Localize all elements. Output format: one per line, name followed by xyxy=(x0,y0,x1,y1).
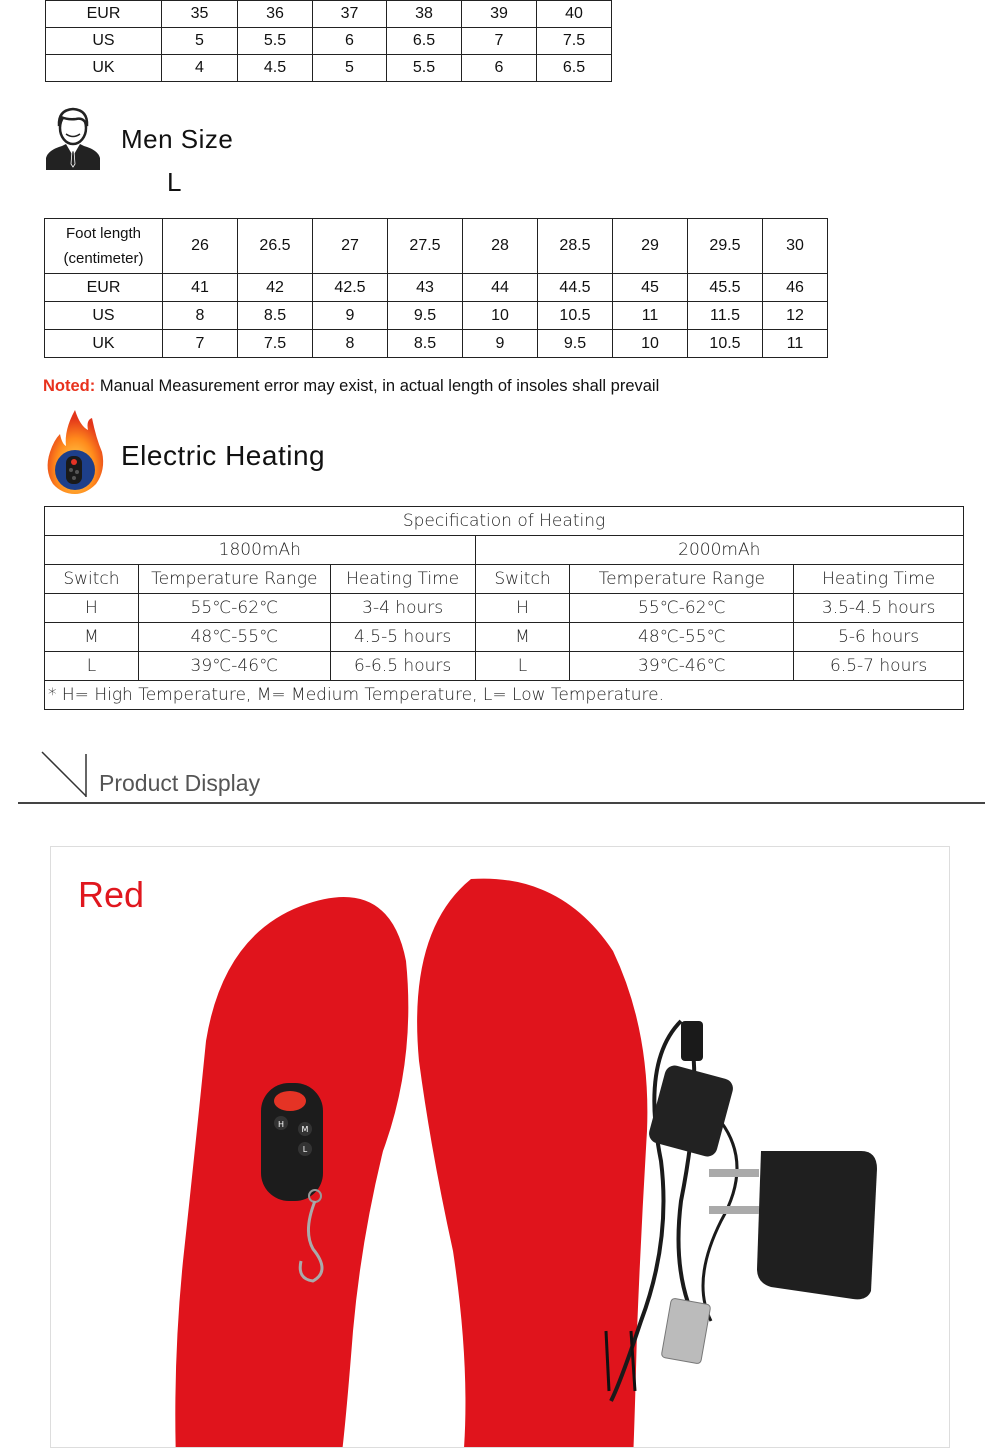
size-cell: 43 xyxy=(388,274,463,302)
product-display-title: Product Display xyxy=(99,770,261,796)
switch-cell: L xyxy=(475,652,570,681)
foot-length-cell: 30 xyxy=(763,219,828,274)
size-cell: 10.5 xyxy=(688,330,763,358)
size-cell: 45 xyxy=(613,274,688,302)
size-cell: 11 xyxy=(763,330,828,358)
size-cell: 46 xyxy=(763,274,828,302)
size-cell: 6 xyxy=(313,28,387,55)
size-cell: 8 xyxy=(163,302,238,330)
note-text: Manual Measurement error may exist, in actual length of insoles shall prevail xyxy=(95,377,660,395)
men-size-row-eur xyxy=(45,274,828,302)
size-cell: 9.5 xyxy=(538,330,613,358)
switch-cell: M xyxy=(475,623,570,652)
product-photo xyxy=(50,846,950,1448)
time-cell: 5-6 hours xyxy=(794,623,964,652)
section-divider xyxy=(18,802,985,804)
heating-row-h xyxy=(45,594,964,623)
foot-length-cell: 27.5 xyxy=(388,219,463,274)
note-label: Noted: xyxy=(43,377,96,395)
col-switch-a: Switch xyxy=(45,565,139,594)
size-cell: 44 xyxy=(463,274,538,302)
size-cell: 6 xyxy=(462,55,537,82)
col-switch-b: Switch xyxy=(475,565,570,594)
size-cell: 38 xyxy=(387,1,462,28)
temp-cell: 39℃-46℃ xyxy=(570,652,794,681)
size-row-us xyxy=(46,28,612,55)
size-cell: 10 xyxy=(613,330,688,358)
remote-button-m: M xyxy=(301,1125,309,1134)
size-cell: 10 xyxy=(463,302,538,330)
heating-spec-table xyxy=(44,506,964,710)
temp-cell: 39℃-46℃ xyxy=(138,652,330,681)
size-cell: 10.5 xyxy=(538,302,613,330)
size-cell: 40 xyxy=(537,1,612,28)
row-label-cell: UK xyxy=(45,330,163,358)
size-cell: 8.5 xyxy=(388,330,463,358)
size-cell: 41 xyxy=(163,274,238,302)
heating-table-title: Specification of Heating xyxy=(45,507,964,536)
row-label-cell: US xyxy=(45,302,163,330)
heating-remote-flame-icon xyxy=(44,408,106,494)
foot-length-header-line1: Foot length xyxy=(65,225,142,242)
size-cell: 4 xyxy=(162,55,238,82)
temp-cell: 55℃-62℃ xyxy=(570,594,794,623)
time-cell: 4.5-5 hours xyxy=(330,623,475,652)
size-cell: 37 xyxy=(313,1,387,28)
size-cell: 44.5 xyxy=(538,274,613,302)
foot-length-cell: 27 xyxy=(313,219,388,274)
size-cell: 7 xyxy=(462,28,537,55)
foot-length-cell: 29 xyxy=(613,219,688,274)
size-cell: 11.5 xyxy=(688,302,763,330)
foot-length-cell: 26.5 xyxy=(238,219,313,274)
size-cell: 7 xyxy=(163,330,238,358)
col-time-b: Heating Time xyxy=(794,565,964,594)
row-label-cell: EUR xyxy=(46,1,162,28)
size-cell: 6.5 xyxy=(387,28,462,55)
battery-1800-header: 1800mAh xyxy=(45,536,476,565)
remote-button-h: H xyxy=(277,1120,285,1129)
size-cell: 8.5 xyxy=(238,302,313,330)
size-cell: 45.5 xyxy=(688,274,763,302)
row-label-cell: US xyxy=(46,28,162,55)
col-temp-a: Temperature Range xyxy=(138,565,330,594)
heating-row-l xyxy=(45,652,964,681)
size-cell: 7.5 xyxy=(537,28,612,55)
size-cell: 5 xyxy=(162,28,238,55)
foot-length-cell: 28.5 xyxy=(538,219,613,274)
foot-length-header xyxy=(45,219,163,274)
temp-cell: 48℃-55℃ xyxy=(570,623,794,652)
men-size-row-uk xyxy=(45,330,828,358)
size-cell: 42 xyxy=(238,274,313,302)
size-cell: 5.5 xyxy=(238,28,313,55)
row-label-cell: EUR xyxy=(45,274,163,302)
size-cell: 5 xyxy=(313,55,387,82)
diagonal-arrow-icon xyxy=(40,750,90,800)
size-cell: 9 xyxy=(313,302,388,330)
size-cell: 8 xyxy=(313,330,388,358)
switch-cell: L xyxy=(45,652,139,681)
man-icon xyxy=(44,106,102,170)
electric-heating-title: Electric Heating xyxy=(121,440,326,471)
col-time-a: Heating Time xyxy=(330,565,475,594)
size-row-eur xyxy=(46,1,612,28)
size-cell: 11 xyxy=(613,302,688,330)
men-size-letter: L xyxy=(167,167,182,197)
switch-cell: H xyxy=(45,594,139,623)
size-cell: 42.5 xyxy=(313,274,388,302)
switch-cell: H xyxy=(475,594,570,623)
time-cell: 6.5-7 hours xyxy=(794,652,964,681)
men-size-row-us xyxy=(45,302,828,330)
size-cell: 7.5 xyxy=(238,330,313,358)
foot-length-cell: 29.5 xyxy=(688,219,763,274)
size-cell: 39 xyxy=(462,1,537,28)
heating-row-m xyxy=(45,623,964,652)
right-insole xyxy=(417,879,647,1447)
men-size-table xyxy=(44,218,828,358)
switch-cell: M xyxy=(45,623,139,652)
women-size-table-partial xyxy=(45,0,612,82)
size-row-uk xyxy=(46,55,612,82)
temp-cell: 55℃-62℃ xyxy=(138,594,330,623)
size-cell: 9.5 xyxy=(388,302,463,330)
time-cell: 6-6.5 hours xyxy=(330,652,475,681)
color-label-red: Red xyxy=(78,874,145,915)
heating-footnote: * H= High Temperature, M= Medium Temperature, L= Low Temperature. xyxy=(45,681,964,710)
col-temp-b: Temperature Range xyxy=(570,565,794,594)
size-cell: 4.5 xyxy=(238,55,313,82)
foot-length-header-line2: (centimeter) xyxy=(63,250,144,267)
temp-cell: 48℃-55℃ xyxy=(138,623,330,652)
men-size-title: Men Size xyxy=(121,124,234,154)
time-cell: 3-4 hours xyxy=(330,594,475,623)
size-cell: 36 xyxy=(238,1,313,28)
wall-adapter xyxy=(709,1151,877,1299)
size-cell: 35 xyxy=(162,1,238,28)
row-label-cell: UK xyxy=(46,55,162,82)
size-cell: 5.5 xyxy=(387,55,462,82)
foot-length-cell: 26 xyxy=(163,219,238,274)
measurement-note xyxy=(43,377,659,396)
foot-length-row xyxy=(45,219,828,274)
battery-2000-header: 2000mAh xyxy=(475,536,963,565)
size-cell: 6.5 xyxy=(537,55,612,82)
size-cell: 12 xyxy=(763,302,828,330)
foot-length-cell: 28 xyxy=(463,219,538,274)
time-cell: 3.5-4.5 hours xyxy=(794,594,964,623)
size-cell: 9 xyxy=(463,330,538,358)
remote-button-l: L xyxy=(302,1145,308,1154)
